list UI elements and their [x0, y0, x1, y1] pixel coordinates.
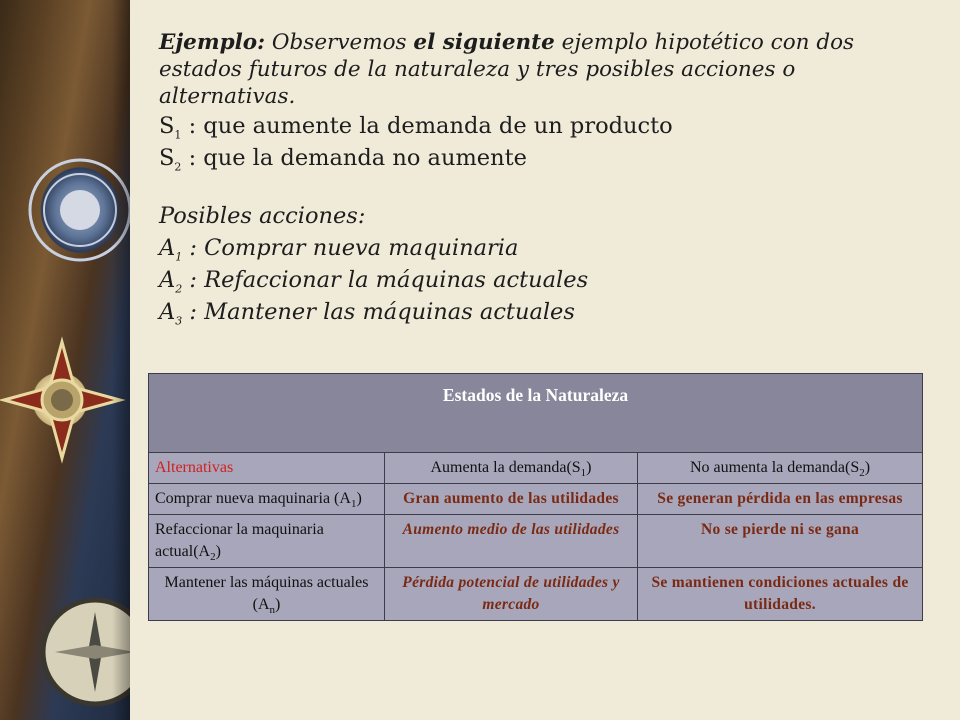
state-s1: $S_1$ : que aumente la demanda de un producto [159, 113, 673, 142]
intro-line-2: estados futuros de la naturaleza y tres posibles acciones o [159, 57, 796, 82]
state-s2: $S_2$ : que la demanda no aumente [159, 145, 527, 174]
intro-text: Observemos [265, 30, 414, 55]
table-row [149, 484, 923, 515]
intro-text-2: ejemplo hipotético con dos [554, 30, 855, 55]
decorative-medal-photo [0, 0, 130, 720]
medal-cross-icon [0, 0, 130, 720]
table-row [149, 568, 923, 621]
actions-heading: Posibles acciones: [159, 203, 366, 229]
column-header-s2: No aumenta la $demanda(S_2)$ [638, 453, 923, 484]
action-a3: $A_3$ : Mantener las máquinas actuales [159, 299, 575, 328]
row-label: Mantener las máquinas actuales $(A_n)$ [149, 568, 385, 621]
table-cell: Aumento medio de las utilidades [385, 515, 638, 568]
decision-table [148, 373, 923, 621]
table-row [149, 515, 923, 568]
alternatives-label: Alternativas [149, 453, 385, 484]
table-cell: Se generan pérdida en las empresas [638, 484, 923, 515]
intro-line-3: alternativas. [159, 84, 296, 109]
column-header-s1: Aumenta la $demanda(S_1)$ [385, 453, 638, 484]
example-description [159, 29, 939, 328]
intro-line-1 [159, 29, 939, 56]
table-cell: Se mantienen condiciones actuales de utilidades. [638, 568, 923, 621]
row-label: Refaccionar la maquinaria $actual(A_2)$ [149, 515, 385, 568]
action-a2: $A_2$ : Refaccionar la máquinas actuales [159, 267, 589, 296]
table-cell: Gran aumento de las utilidades [385, 484, 638, 515]
intro-emphasis: el siguiente [413, 30, 555, 55]
table-cell: Pérdida potencial de utilidades y mercado [385, 568, 638, 621]
example-label: Ejemplo: [159, 30, 266, 55]
row-label: Comprar nueva maquinaria $(A_1)$ [149, 484, 385, 515]
table-cell: No se pierde ni se gana [638, 515, 923, 568]
table-column-row [149, 453, 923, 484]
table-title: Estados de la Naturaleza [149, 374, 923, 453]
table-header-row [149, 374, 923, 453]
action-a1: $A_1$ : Comprar nueva maquinaria [159, 235, 519, 264]
